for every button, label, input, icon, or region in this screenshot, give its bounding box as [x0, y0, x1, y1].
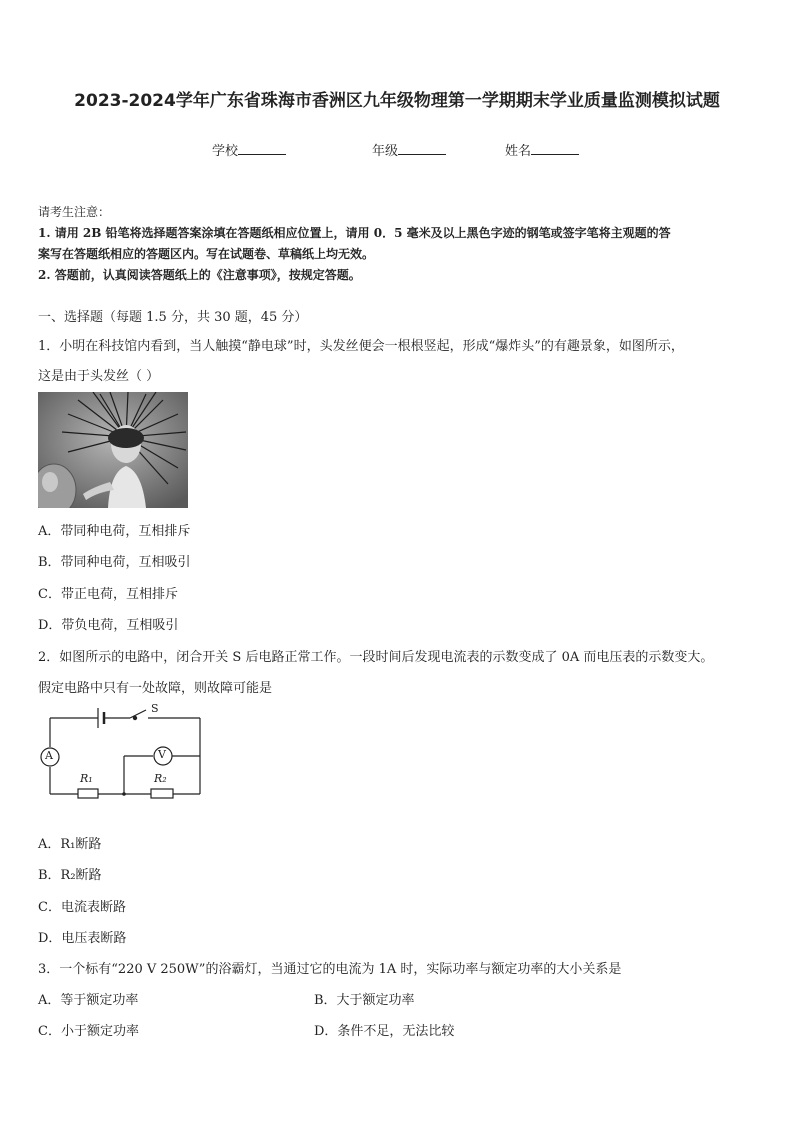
- ammeter-label: A: [45, 749, 53, 762]
- voltmeter-label: V: [158, 748, 166, 761]
- q2-stem-line1: 2．如图所示的电路中，闭合开关 S 后电路正常工作。一段时间后发现电流表的示数变成了 0A 而电压表的示数变大。: [38, 650, 714, 665]
- name-blank[interactable]: [531, 142, 579, 155]
- notice-line-2: 2. 答题前，认真阅读答题纸上的《注意事项》，按规定答题。: [38, 268, 361, 282]
- q3-stem: 3．一个标有“220 V 250W”的浴霸灯，当通过它的电流为 1A 时，实际功率与额定功率的大小关系是: [38, 962, 622, 977]
- grade-label: 年级: [372, 144, 399, 159]
- name-field: [505, 140, 579, 159]
- circuit-diagram: [38, 702, 208, 807]
- section-heading: 一、选择题（每题 1.5 分，共 30 题，45 分）: [38, 310, 308, 325]
- q2-option-a[interactable]: A．R₁断路: [38, 837, 102, 852]
- q1-stem-line1: 1．小明在科技馆内看到，当人触摸“静电球”时，头发丝便会一根根竖起，形成“爆炸头”的有趣景象，如图所示，: [38, 339, 684, 354]
- q2-option-c[interactable]: C．电流表断路: [38, 900, 126, 915]
- q1-option-d[interactable]: D．带负电荷，互相吸引: [38, 618, 179, 633]
- q3-option-b[interactable]: B．大于额定功率: [314, 993, 415, 1008]
- grade-field: [372, 140, 446, 159]
- q1-stem-line2: 这是由于头发丝（ ）: [38, 369, 160, 384]
- q3-option-d[interactable]: D．条件不足，无法比较: [314, 1024, 455, 1039]
- q2-option-b[interactable]: B．R₂断路: [38, 868, 102, 883]
- grade-blank[interactable]: [398, 142, 446, 155]
- notice-heading: 请考生注意：: [38, 205, 111, 219]
- q1-option-b[interactable]: B．带同种电荷，互相吸引: [38, 555, 191, 570]
- r2-label: R₂: [154, 772, 167, 785]
- page-title: 2023-2024学年广东省珠海市香洲区九年级物理第一学期期末学业质量监测模拟试题: [74, 91, 720, 111]
- notice-line-1a: 1. 请用 2B 铅笔将选择题答案涂填在答题纸相应位置上，请用 0．5 毫米及以上黑色字迹的钢笔或签字笔将主观题的答: [38, 226, 671, 240]
- q1-option-c[interactable]: C．带正电荷，互相排斥: [38, 587, 178, 602]
- q3-option-a[interactable]: A．等于额定功率: [38, 993, 139, 1008]
- school-label: 学校: [212, 144, 239, 159]
- school-field: [212, 140, 286, 159]
- switch-label: S: [151, 702, 159, 715]
- school-blank[interactable]: [238, 142, 286, 155]
- static-electricity-photo: [38, 392, 188, 508]
- q2-stem-line2: 假定电路中只有一处故障，则故障可能是: [38, 681, 273, 696]
- notice-line-1b: 案写在答题纸相应的答题区内。写在试题卷、草稿纸上均无效。: [38, 247, 375, 261]
- q2-option-d[interactable]: D．电压表断路: [38, 931, 127, 946]
- q3-option-c[interactable]: C．小于额定功率: [38, 1024, 139, 1039]
- name-label: 姓名: [505, 144, 532, 159]
- q1-option-a[interactable]: A．带同种电荷，互相排斥: [38, 524, 191, 539]
- r1-label: R₁: [80, 772, 93, 785]
